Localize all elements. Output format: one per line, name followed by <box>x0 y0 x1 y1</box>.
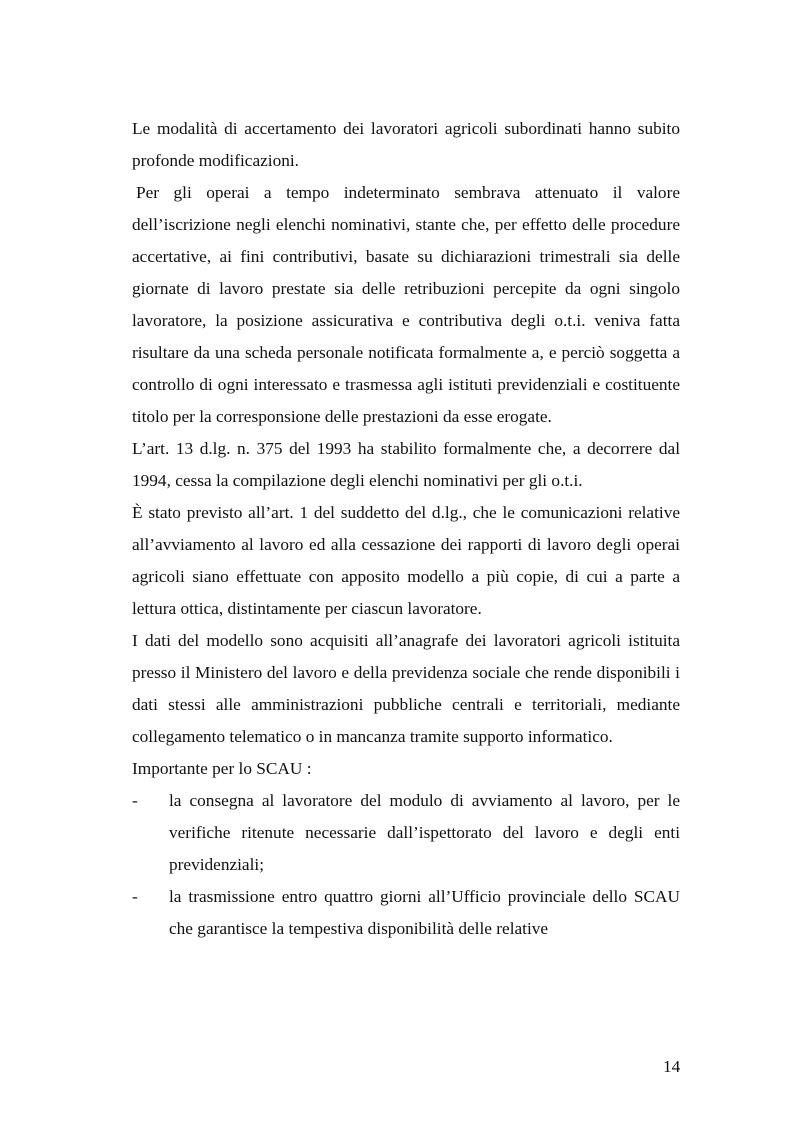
page-number: 14 <box>663 1057 681 1076</box>
paragraph-2-text: Per gli operai a tempo indeterminato sembrava attenuato il valore dell’iscrizione negli elenchi nominativi, stante che, per effetto delle procedure accertative, ai fini contributivi, basate su dichiarazioni trimestrali sia delle giornate di lavoro prestate sia delle retribuzioni percepite da ogni singolo lavoratore, la posizione assicurativa e contributiva degli o.t.i. veniva fatta risultare da una scheda personale notificata formalmente a, e perciò soggetta a controllo di ogni interessato e trasmessa agli istituti previdenziali e costituente titolo per la corresponsione delle prestazioni da esse erogate. <box>132 183 680 426</box>
list-item <box>132 881 680 945</box>
paragraph-4: È stato previsto all’art. 1 del suddetto del d.lg., che le comunicazioni relative all’avviamento al lavoro ed alla cessazione dei rapporti di lavoro degli operai agricoli siano effettuate con apposito modello a più copie, di cui a parte a lettura ottica, distintamente per ciascun lavoratore. <box>132 503 680 618</box>
paragraph-3: L’art. 13 d.lg. n. 375 del 1993 ha stabilito formalmente che, a decorrere dal 1994, cessa la compilazione degli elenchi nominativi per gli o.t.i. <box>132 439 680 490</box>
list-dash-marker: - <box>132 887 138 906</box>
paragraph-2 <box>132 177 680 433</box>
list-dash-marker: - <box>132 791 138 810</box>
paragraph-5: I dati del modello sono acquisiti all’anagrafe dei lavoratori agricoli istituita presso il Ministero del lavoro e della previdenza sociale che rende disponibili i dati stessi alle amministrazioni pubbliche centrali e territoriali, mediante collegamento telematico o in mancanza tramite supporto informatico. <box>132 631 680 746</box>
list-item-text: la trasmissione entro quattro giorni all’Ufficio provinciale dello SCAU che garantisce la tempestiva disponibilità delle relative <box>169 887 680 938</box>
list-item-text: la consegna al lavoratore del modulo di avviamento al lavoro, per le verifiche ritenute necessarie dall’ispettorato del lavoro e degli enti previdenziali; <box>169 791 680 874</box>
paragraph-1: Le modalità di accertamento dei lavoratori agricoli subordinati hanno subito profonde modificazioni. <box>132 119 680 170</box>
document-body <box>132 113 680 945</box>
list-item <box>132 785 680 881</box>
bullet-list <box>132 785 680 945</box>
paragraph-6: Importante per lo SCAU : <box>132 759 312 778</box>
